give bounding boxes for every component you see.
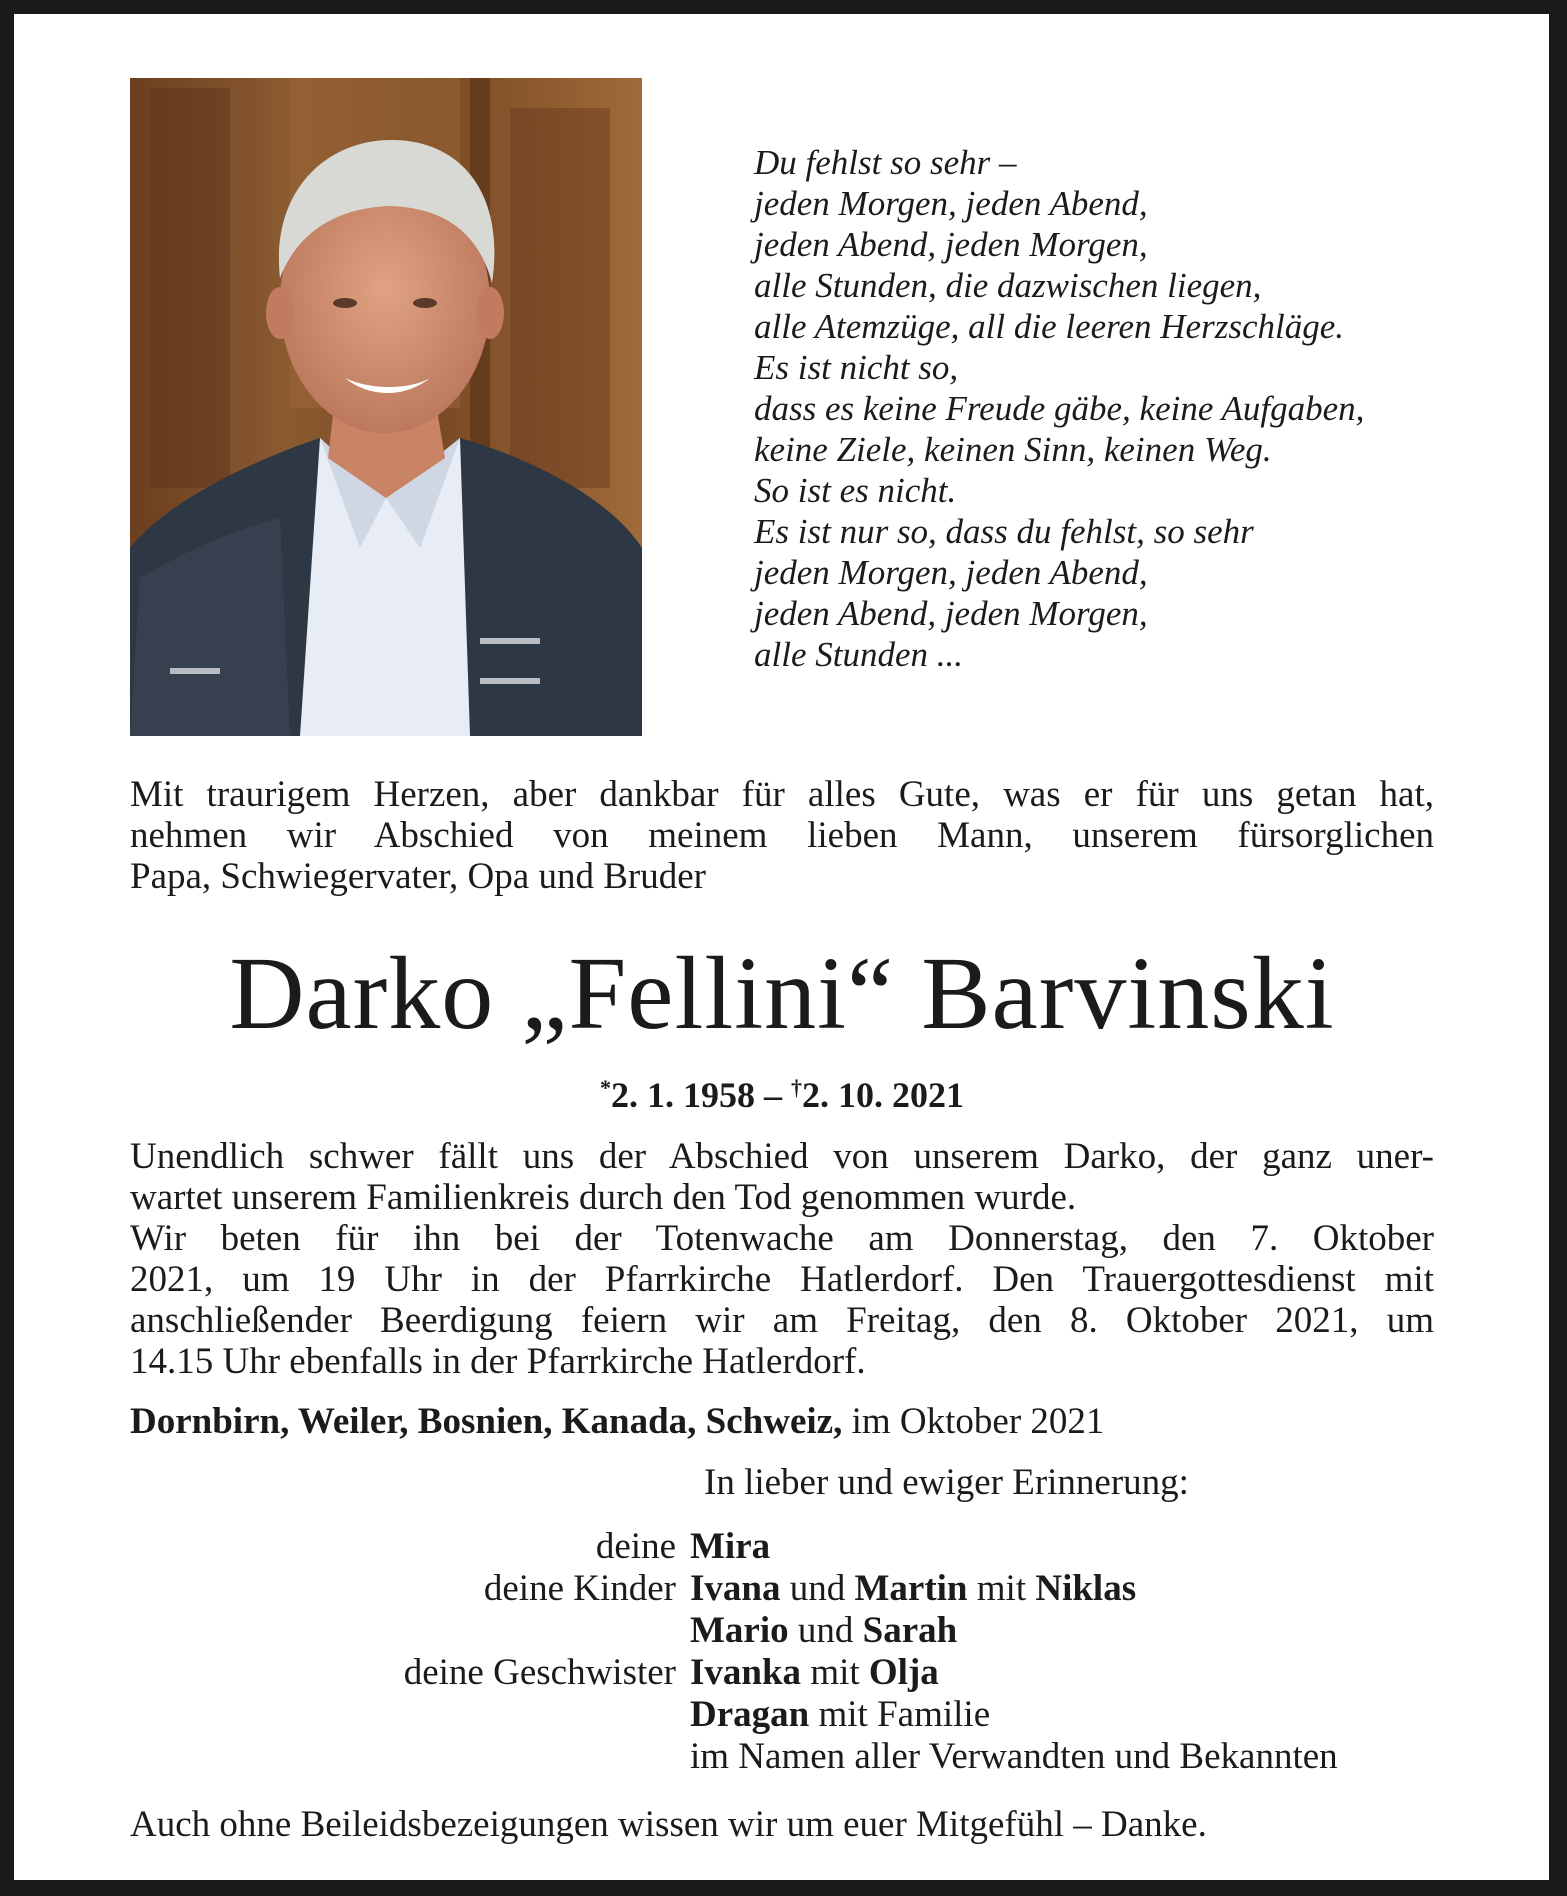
place-and-date xyxy=(130,1400,1104,1444)
intro-line: nehmen wir Abschied von meinem lieben Mann, unserem fürsorglichen xyxy=(130,815,1434,856)
poem-line: dass es keine Freude gäbe, keine Aufgaben, xyxy=(754,389,1365,428)
connector: und xyxy=(788,1610,863,1651)
body-line: anschließender Beerdigung feiern wir am Freitag, den 8. Oktober 2021, um xyxy=(130,1300,1434,1341)
mourner-name: Sarah xyxy=(862,1610,958,1651)
memory-heading: In lieber und ewiger Erinnerung: xyxy=(704,1462,1189,1503)
connector: mit xyxy=(967,1568,1036,1609)
body-line: 2021, um 19 Uhr in der Pfarrkirche Hatlerdorf. Den Trauergottesdienst mit xyxy=(130,1259,1434,1300)
poem-line: jeden Abend, jeden Morgen, xyxy=(754,594,1148,633)
mourner-row xyxy=(130,1610,1450,1652)
body-line: Unendlich schwer fällt uns der Abschied von unserem Darko, der ganz uner- xyxy=(130,1136,1434,1177)
connector: mit Familie xyxy=(809,1694,991,1735)
mourner-name: Mira xyxy=(690,1526,771,1567)
closing-line: Auch ohne Beileidsbezeigungen wissen wir um euer Mitgefühl – Danke. xyxy=(130,1804,1207,1845)
locations: Dornbirn, Weiler, Bosnien, Kanada, Schweiz, xyxy=(130,1401,843,1442)
mourner-row xyxy=(130,1526,1450,1568)
life-dates xyxy=(130,1066,1434,1117)
poem-line: keine Ziele, keinen Sinn, keinen Weg. xyxy=(754,430,1272,469)
mourner-row xyxy=(130,1652,1450,1694)
birth-symbol: * xyxy=(600,1075,611,1100)
mourner-name: Olja xyxy=(868,1652,939,1693)
body-line: Wir beten für ihn bei der Totenwache am Donnerstag, den 7. Oktober xyxy=(130,1218,1434,1259)
mourner-row xyxy=(130,1736,1450,1778)
intro-paragraph xyxy=(130,774,1434,897)
connector: mit xyxy=(801,1652,869,1693)
poem-line: Es ist nur so, dass du fehlst, so sehr xyxy=(754,512,1254,551)
poem-line: jeden Morgen, jeden Abend, xyxy=(754,184,1148,223)
place-date: im Oktober 2021 xyxy=(842,1401,1105,1442)
mourner-name: Niklas xyxy=(1035,1568,1137,1609)
body-line: wartet unserem Familienkreis durch den Tod genommen wurde. xyxy=(130,1177,1077,1218)
portrait-photo xyxy=(130,78,642,736)
poem-line: alle Atemzüge, all die leeren Herzschläge. xyxy=(754,307,1344,346)
death-date: 2. 10. 2021 xyxy=(802,1075,964,1115)
relatives-note: im Namen aller Verwandten und Bekannten xyxy=(690,1736,1338,1777)
announcement-text xyxy=(130,1136,1434,1382)
mourner-row xyxy=(130,1568,1450,1610)
mourners-list xyxy=(130,1526,1450,1778)
relation-label: deine Kinder xyxy=(483,1568,676,1609)
intro-line: Papa, Schwiegervater, Opa und Bruder xyxy=(130,856,706,897)
deceased-name: Darko „Fellini“ Barvinski xyxy=(229,936,1335,1051)
obituary-page xyxy=(14,14,1549,1880)
birth-date: 2. 1. 1958 xyxy=(611,1075,755,1115)
poem xyxy=(754,142,1454,675)
poem-line: jeden Morgen, jeden Abend, xyxy=(754,553,1148,592)
poem-line: So ist es nicht. xyxy=(754,471,957,510)
relation-label: deine Geschwister xyxy=(403,1652,676,1693)
intro-line: Mit traurigem Herzen, aber dankbar für alles Gute, was er für uns getan hat, xyxy=(130,774,1434,815)
mourner-name: Dragan xyxy=(690,1694,810,1735)
poem-line: alle Stunden ... xyxy=(754,635,963,674)
poem-line: Es ist nicht so, xyxy=(754,348,959,387)
poem-line: jeden Abend, jeden Morgen, xyxy=(754,225,1148,264)
poem-line: alle Stunden, die dazwischen liegen, xyxy=(754,266,1262,305)
body-line: 14.15 Uhr ebenfalls in der Pfarrkirche Hatlerdorf. xyxy=(130,1341,866,1382)
date-separator: – xyxy=(755,1075,791,1115)
mourner-name: Mario xyxy=(690,1610,789,1651)
relation-label: deine xyxy=(595,1526,676,1567)
mourner-row xyxy=(130,1694,1450,1736)
mourner-name: Martin xyxy=(854,1568,968,1609)
mourner-name: Ivanka xyxy=(690,1652,802,1693)
death-symbol: † xyxy=(791,1075,802,1100)
mourner-name: Ivana xyxy=(690,1568,781,1609)
poem-line: Du fehlst so sehr – xyxy=(754,143,1017,182)
connector: und xyxy=(780,1568,855,1609)
